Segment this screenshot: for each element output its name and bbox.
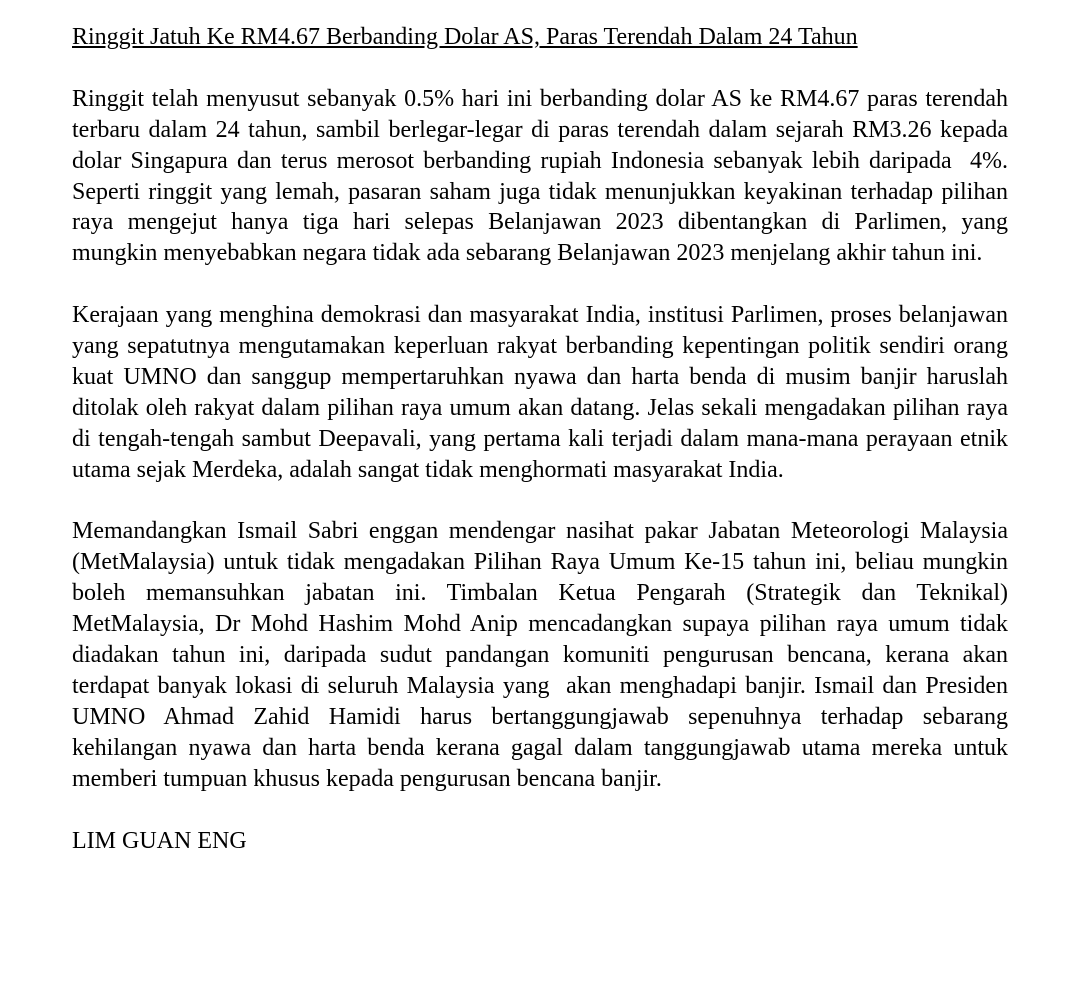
- document-title: Ringgit Jatuh Ke RM4.67 Berbanding Dolar AS, Paras Terendah Dalam 24 Tahun: [72, 24, 858, 50]
- paragraph-government: Kerajaan yang menghina demokrasi dan masyarakat India, institusi Parlimen, proses belanjawan yang sepatutnya mengutamakan keperluan rakyat berbanding kepentingan politik sendiri orang kuat UMNO dan sanggup mempertaruhkan nyawa dan harta benda di musim banjir haruslah ditolak oleh rakyat dalam pilihan raya umum akan datang. Jelas sekali mengadakan pilihan raya di tengah-tengah sambut Deepavali, yang pertama kali terjadi dalam mana-mana perayaan etnik utama sejak Merdeka, adalah sangat tidak menghormati masyarakat India.: [72, 302, 1014, 483]
- paragraph-ringgit: Ringgit telah menyusut sebanyak 0.5% hari ini berbanding dolar AS ke RM4.67 paras terendah terbaru dalam 24 tahun, sambil berlegar-legar di paras terendah dalam sejarah RM3.26 kepada dolar Singapura dan terus merosot berbanding rupiah Indonesia sebanyak lebih daripada 4%. Seperti ringgit yang lemah, pasaran saham juga tidak menunjukkan keyakinan terhadap pilihan raya mengejut hanya tiga hari selepas Belanjawan 2023 dibentangkan di Parlimen, yang mungkin menyebabkan negara tidak ada sebarang Belanjawan 2023 menjelang akhir tahun ini.: [72, 85, 1014, 267]
- document: [72, 22, 1014, 856]
- paragraph-metmalaysia: Memandangkan Ismail Sabri enggan mendengar nasihat pakar Jabatan Meteorologi Malaysia (MetMalaysia) untuk tidak mengadakan Pilihan Raya Umum Ke-15 tahun ini, beliau mungkin boleh memansuhkan jabatan ini. Timbalan Ketua Pengarah (Strategik dan Teknikal) MetMalaysia, Dr Mohd Hashim Mohd Anip mencadangkan supaya pilihan raya umum tidak diadakan tahun ini, daripada sudut pandangan komuniti pengurusan bencana, kerana akan terdapat banyak lokasi di seluruh Malaysia yang akan menghadapi banjir. Ismail dan Presiden UMNO Ahmad Zahid Hamidi harus bertanggungjawab sepenuhnya terhadap sebarang kehilangan nyawa dan harta benda kerana gagal dalam tanggungjawab utama mereka untuk memberi tumpuan khusus kepada pengurusan bencana banjir.: [72, 518, 1014, 792]
- signature: LIM GUAN ENG: [72, 827, 247, 854]
